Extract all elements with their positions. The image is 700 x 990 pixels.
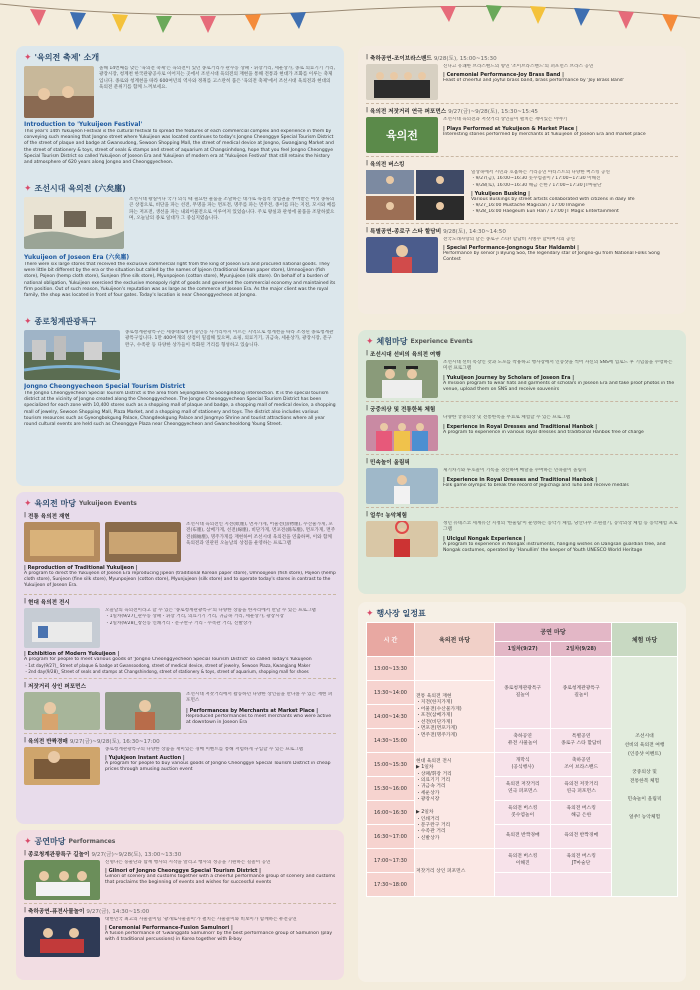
right-s3-b1: ・9/27(금), 16:00~16:30 콧수염놀이 / 17:00~17:30 이해진 bbox=[471, 176, 601, 182]
sched-day1-cell: 육의전 반짝경매 bbox=[495, 825, 551, 849]
right-s3-head: | 육의전 버스킹 bbox=[366, 160, 405, 168]
yuk-s2-b1: ・1일차(9/27)_관수동 상패・휘장 거리, 의료기기 거리, 귀금속 거리, 세운상가, 광장시장 bbox=[105, 614, 284, 620]
district-kr-text: 종로청계관광특구는 세종대로에서 숭인동 사거리까지 이르는 지역으로 청계천을 따라 조성된 종로청계관광특구입니다. 1만 400여개의 상점이 밀집해 있으며, 쇼핑, 의료기기, 귀금속, 세운상가, 광장시장, 문구완구, 수족관 등 다양한 상가들이 특화된 거리를 형성하고 있습니다. bbox=[125, 330, 334, 348]
exp-s1-head: | 조선시대 선비의 육의전 여행 bbox=[366, 350, 441, 358]
exp-s2-kr: 다양한 궁중의상 및 전통한복을 무료로 체험할 수 있는 프로그램 bbox=[443, 415, 571, 420]
divider bbox=[24, 733, 336, 734]
yuk-s3-head: | 저잣거리 상인 퍼포먼스 bbox=[24, 682, 86, 690]
sched-time: 16:00~16:30 bbox=[367, 801, 415, 825]
intro-kr-text: 올해 14번째를 맞는 '육의전 축제'는 육의전이 있던 종로거리가 관수동 상패・휘장거리, 세운상가, 종로 의료기기 거리, 광장시장, 청계천 한국관광공사로 이어지는 곳에서 조선시대 육의전의 재현을 통해 전통과 현대가 조화를 이루는 축제입니다. 종로와 청계천을 따라 600여년의 역사와 정취를 고스란히 품은 '육의전 축제'에서 조선시대 육의전과 현대의 육의전 분위기를 함께 느껴보세요. bbox=[99, 66, 336, 91]
pinwheel-icon: ✦ bbox=[366, 336, 374, 347]
sched-day1-cell: 축하공연 퓨전 사물놀이 bbox=[495, 729, 551, 753]
sched-day1-cell: 육의전 저잣거리 연극 퍼포먼스 bbox=[495, 777, 551, 801]
perf-s1-head: | 종로청계관광특구 길놀이 9/27(금)~9/28(토), 13:00~13:30 bbox=[24, 850, 182, 858]
exp-s4-kr: 정년 유네스코 세계유산 지정의 '한울림'이 운영하는 농악기 체험, 당산나무 소원걸기, 농악의상 체험 등 농악체험 프로그램 bbox=[443, 521, 678, 533]
right-s3-e2: ・9/28_16:00 Haegeum Eun Han / 17:00 JT Magic Entertainment bbox=[471, 209, 619, 215]
schedule-table bbox=[366, 622, 678, 897]
divider bbox=[24, 678, 336, 679]
exp-s3-photo bbox=[366, 468, 438, 504]
exp-s1-en: A mission program to wear hats and garments of scholars in Joseon Era and take proof photos in the venue, upload them on SNS and receive souvenirs bbox=[443, 380, 675, 392]
divider bbox=[366, 156, 678, 157]
exp-s2-head: | 궁중의상 및 전통한복 체험 bbox=[366, 405, 436, 413]
sched-yuk-merchant: 저잣거리 상인 퍼포먼스 bbox=[415, 849, 495, 897]
joseon-en-text: There were six large stores that received the exclusive commercial right from the king of Joseon Era and procured national goods. They were little bit different by the era or the situation but called by the names of Ipjeon (traditional Korean paper store), Umnoojjeon (fish store), Pojeon (hemp cloth store), Sunjeon (fine silk store), Myunpojeon (cotton store), Myunjujeon (silk store). On behalf of a burden of national obligation, Yukuijeon exercised the exclusive monopoly right of goods and governed the commercial economy and maintained its firm position. Out of such reason, Yukuijeon's reputation was as large as the commerce of Joseon Era. As the major client was the royal family, the shop was located in front of four gates. Today's location is near Cheonggyecheon at Jongno. bbox=[24, 262, 336, 299]
right-s3-b2: ・9/28(토), 16:00~16:30 해금 은한 / 17:00~17:30 JT마술단 bbox=[471, 182, 602, 188]
sched-time: 13:00~13:30 bbox=[367, 657, 415, 681]
yuk-s3-bold: | Performances by Merchants at Market Place | bbox=[186, 707, 319, 714]
sched-day2-cell: 육의전 반짝경매 bbox=[551, 825, 612, 849]
busking-photos bbox=[366, 170, 466, 220]
sched-day2-cell: 종로청계관광특구 길놀이 bbox=[551, 657, 612, 729]
district-photo bbox=[24, 330, 120, 380]
perf-s2-bold: | Ceremonial Performance-Fusion Samulnori | bbox=[105, 925, 233, 932]
exp-title: ✦ 체험마당 Experience Events bbox=[366, 336, 473, 347]
busking-photo bbox=[416, 170, 464, 194]
sched-day2-cell: 축하공연 조이 브라스밴드 bbox=[551, 753, 612, 777]
divider bbox=[366, 401, 678, 402]
exp-s2-bold: | Experience in Royal Dresses and Traditional Hanbok | bbox=[443, 424, 598, 431]
pinwheel-icon: ✦ bbox=[24, 52, 32, 63]
sched-yuk-empty bbox=[415, 657, 495, 681]
district-title: ✦ 종로청계관광특구 bbox=[24, 316, 97, 327]
yuk-s2-e2: ・2nd day(9/28)_ Street of seals and stamps at Changshindong, street of stationery & toys, street of aquarium, shopping mall for shoes bbox=[24, 669, 309, 674]
exp-s3-kr: 제기차기와 투호놀이 기록을 경신하며 메달을 수여하는 민속놀이 올림픽 bbox=[443, 468, 587, 473]
divider bbox=[366, 223, 678, 224]
sched-time: 14:00~14:30 bbox=[367, 705, 415, 729]
perf-s1-kr: 신명나는 풍물단과 함께 행사의 시작을 알리고 행사의 성공을 기원하는 길놀이 공연 bbox=[105, 860, 271, 865]
sched-h-day1: 1일차(9/27) bbox=[495, 641, 551, 656]
yuk-title: ✦ 육의전 마당 Yukuijeon Events bbox=[24, 498, 137, 509]
yuk-s4-kr: 종로청계관광특구의 다양한 상품을 재미있는 경매 이벤트를 통해 저렴하게 구입할 수 있는 프로그램 bbox=[105, 747, 304, 752]
sched-h-yuk: 육의전 마당 bbox=[415, 623, 495, 657]
busking-photo bbox=[416, 196, 464, 220]
right-s4-head: | 특별공연-종로구 스타 할담비 9/28(토), 14:30~14:50 bbox=[366, 227, 506, 235]
yuk-s3-kr: 조선시대 저잣거리에서 활동하던 다양한 상인들을 만나볼 수 있는 재현 퍼포먼스 bbox=[186, 692, 333, 704]
yuk-s3-photo-b bbox=[105, 692, 181, 730]
joseon-painting bbox=[24, 197, 124, 249]
yuk-s1-photo-a bbox=[24, 522, 100, 562]
yuk-s4-en: A program for people to buy various goods of Jongno Cheonggye Special Tourism District in cheap prices through amusing auction event bbox=[105, 761, 331, 773]
exp-s1-kr: 조선시대 선비 복장인 갓과 도포를 착용하고 행사장에서 인증샷을 찍어 자신의 SNS에 업로드 후 기념품을 수령하는 미션 프로그램 bbox=[443, 360, 673, 372]
perf-s1-en: Gilnori of scenery and customs together with a cheerful performance group of scenery and customs that proclaims the beginning of events and wishes for successful events bbox=[105, 874, 336, 886]
svg-text:육의전: 육의전 bbox=[386, 129, 418, 142]
right-s3-e1: ・9/27_16:00 Mustache Magician / 17:00 Imagine bbox=[471, 203, 585, 209]
exp-s4-en: A program to experience in Nongak instruments, hanging wishes on Dangsan guardian tree, and Nongak costumes, operated by 'Hanullim' the keeper of Youth UNESCO World Heritage bbox=[443, 541, 666, 553]
performances-continued-panel bbox=[358, 46, 686, 314]
schedule-panel bbox=[358, 602, 686, 982]
right-s1-en: Feast of cheerful and joyful brass band, brass performance by 'Joy Brass Band' bbox=[443, 78, 624, 84]
right-s1-bold: | Ceremonial Performance-Joy Brass Band | bbox=[443, 72, 564, 79]
busking-photo bbox=[366, 196, 414, 220]
intro-en-title: Introduction to 'Yukuijeon Festival' bbox=[24, 121, 143, 128]
sched-day2-cell: 특별공연 종로구 스타 할담비 bbox=[551, 729, 612, 753]
exp-s3-head: | 민속놀이 올림픽 bbox=[366, 458, 410, 466]
sched-time: 16:30~17:00 bbox=[367, 825, 415, 849]
right-s3-en: Various Buskings by street artists collaborated with citizens in daily life bbox=[471, 197, 635, 203]
yuk-s1-en: A program to direct the Yukuijeon of Joseon Era reproducing Jipeon (traditional Korean paper store), Umnoojjeon (fish store), Pojeon (hemp cloth store), Sunjeon (fine silk store), Myunpojeon (cotton store), Myunjujeon (silk store) and to operate today's stores in contrast to the Yukuijeon of Joseon Era. bbox=[24, 571, 336, 589]
perf-s1-bold: | Gilnori of Jongno Cheonggye Special Tourism District | bbox=[105, 868, 261, 875]
right-s4-en: Performance by senior Ji Byung Soo, the legendary star of Jongno-gu from National Folks Song Contest bbox=[443, 251, 660, 263]
perf-s2-kr: 대한민국 최고의 사물놀이팀 '광개토사물놀이'가 펼치는 사물놀이와 비보이가 함께하는 퓨전공연 bbox=[105, 917, 297, 922]
sched-day1-cell: 육의전 버스킹 이해진 bbox=[495, 849, 551, 873]
pinwheel-icon: ✦ bbox=[366, 608, 374, 619]
performances-panel bbox=[16, 830, 344, 980]
exp-s2-en: A program to experience in various royal dresses and traditional Hanbok free of charge bbox=[443, 430, 644, 436]
yukuijeon-events-panel bbox=[16, 492, 344, 824]
divider bbox=[366, 103, 678, 104]
right-s3-kr: 일상속에서 시민과 호흡하는 거리공연 아티스트의 다양한 버스킹 공연 bbox=[471, 170, 610, 175]
divider bbox=[366, 454, 678, 455]
intro-photo bbox=[24, 66, 94, 118]
yuk-s2-e1: ・1st day(9/27)_ Street of plaque & badge at Gwansoodong, street of medical device, street of jewelry, Sewoon Plaza, Kwangjang Maker bbox=[24, 663, 311, 668]
right-s1-head: | 축하공연-조이브라스밴드 9/28(토), 15:00~15:30 bbox=[366, 54, 497, 62]
right-s4-kr: 전국노래자랑의 날은 종로구 스타! 할담비 지병수 할아버지의 공연 bbox=[443, 237, 575, 242]
sched-yuk-modern: 현대 육의전 전시 ▶ 1일차 ・상패/휘장 거리 ・의료기기 거리 ・귀금속 거리 ・세운상가 ・광장시장 ▶ 2일차 ・인쇄거리 ・문구완구 거리 ・수족관 거리 ・신발상가 bbox=[415, 753, 495, 849]
pinwheel-icon: ✦ bbox=[24, 498, 32, 509]
sched-day2-cell: 육의전 저잣거리 연극 퍼포먼스 bbox=[551, 777, 612, 801]
sched-yuk-traditional: 전통 육의전 재현 ・지전(한지가게) ・어물전(수산물가게) ・포전(삼베가게) ・선전(비단가게) ・면포전(면포가게) ・면주전(명주가게) bbox=[415, 681, 495, 753]
divider bbox=[24, 594, 336, 595]
joseon-kr-text: 조선시대 왕실이나 국가 의식 때 필요한 물품을 조달하는 대가로 독점적 상업권을 부여받은 여섯 종류의 큰 상점으로, 비단을 파는 선전, 무명을 파는 면포전, 명주를 파는 면주전, 종이를 파는 지전, 모시와 베를 파는 저포전, 생선을 파는 내외어물전으로 이루어져 있었습니다. 주로 왕실과 관청에 물품을 조달하였으며, 오늘날의 종로 일대가 그 중심지였습니다. bbox=[129, 197, 336, 222]
table-row bbox=[367, 657, 678, 681]
sched-h-exp: 체험 마당 bbox=[612, 623, 678, 657]
joseon-en-title: Yukuijeon of Joseon Era (六矣廛) bbox=[24, 254, 130, 261]
sched-time: 17:00~17:30 bbox=[367, 849, 415, 873]
intro-en-text: This year's 14th Yukuijeon Festival is the cultural festival to spread the features of each commercial complex and experience in them by conveying such meaning that Jongno street where Yukuijeon was located continues to today's Jongno Cheonggye Special Tourism District of the street of plaque and badge at Gwansudong, Sewoon Shopping Mall, the street of medical device at Jongno, Gwangjang Market and the street of stationery & toys, street of seals & stamps and street of aquarium at Changsinhdong, hope that you feel Jongno Cheonggye Special Tourism District so called Yukuijeon of Joseon Era and Yukuijeon of modern era at 'Yukuijeon Festival' that still retains the history and atmosphere of 620 years along Jongno and Cheonggyecheon. bbox=[24, 129, 334, 166]
divider bbox=[366, 507, 678, 508]
yuk-s1-photo-b bbox=[105, 522, 181, 562]
perf-s2-en: A fusion performance of 'Gwanggato Samulnori' by the best performance group of Samulnori (play with 4 traditional percussions) in Korea together with B-boy bbox=[105, 931, 333, 943]
yuk-s2-head: | 현대 육의전 전시 bbox=[24, 598, 70, 606]
joseon-title: ✦ 조선시대 육의전 (六矣廛) bbox=[24, 183, 126, 194]
district-en-text: The Jongno Cheongyecheon Special Tourism District is the area from Sejongdaero to Soongindong intersection. It is the special tourism district at the vicinity of Jongno created along the Cheonggyecheon. The Jongno Cheonggyecheon Special Tourism District has been specialized for each zone with 10,400 stores such as a shopping mall of plaque and badge, a shopping mall of medical device, a shopping mall of jewelry, Sewoon Shopping Mall, Plaza Market, and a shopping mall of stationery and toys. The district also includes various tourism resources such as Gyeongbokgung Palace, Changdeokgung Palace and Jongmyo Shrine and tourist attractions where all year round cultural events are held such as Cheonggye Plaza near Cheonggyecheon and Gwancheoldong Young Street. bbox=[24, 391, 336, 428]
right-s2-head: | 육의전 저잣거리 연극 퍼포먼스 9/27(금)~9/28(토), 15:30~15:45 bbox=[366, 107, 538, 115]
yuk-s2-en: A program for people to meet various goods of 'Jongno Cheonggyecheon Special Tourism District' so called Today's Yukuijeon bbox=[24, 657, 312, 662]
perf-s1-photo bbox=[24, 860, 100, 900]
right-s2-en: Interesting stories performed by merchants at Yukuijeon of Joseon Era and market place bbox=[443, 132, 646, 138]
right-s4-photo bbox=[366, 237, 438, 273]
sched-day2-cell: 육의전 버스킹 해금 은한 bbox=[551, 801, 612, 825]
yuk-s2-b2: ・2일차(9/28)_창신동 인쇄거리・문구완구 거리・수족관 거리, 신발상가 bbox=[105, 620, 252, 626]
yuk-s1-kr: 조선시대 육의전인 지전(紙廛), 면자가게, 어물전(魚物廛), 수산물가게, 포전(布廛), 삼베가게, 선전(線廛), 비단가게, 면포전(綿布廛), 면포가게, 면주전(綿紬廛), 명주가게를 재현하여 조선시대 육의전을 연출하며, 이와 함께 육의전과 연관된 오늘날의 상점을 운영하는 프로그램 bbox=[186, 522, 336, 547]
right-s3-bold: | Yukuijeon Busking | bbox=[471, 191, 530, 198]
right-s2-poster bbox=[366, 117, 438, 153]
right-s4-bold: | Special Performance-Jongnogu Star Haldambi | bbox=[443, 245, 580, 252]
yuk-s3-photo-a bbox=[24, 692, 100, 730]
yuk-s2-bold: | Exhibition of Modern Yukuijeon | bbox=[24, 651, 120, 657]
right-s2-kr: 조선시대 육의전과 저잣거리 상인들이 펼치는 재미있는 이야기 bbox=[443, 117, 568, 122]
yuk-s4-photo bbox=[24, 747, 100, 785]
busking-photo bbox=[366, 170, 414, 194]
bunting-decoration bbox=[0, 0, 700, 40]
exp-s4-photo bbox=[366, 521, 438, 557]
sched-day1-cell: 육의전 버스킹 콧수염놀이 bbox=[495, 801, 551, 825]
sched-day1-cell: 개막식 (공식행사) bbox=[495, 753, 551, 777]
intro-title: ✦ '육의전 축제' 소개 bbox=[24, 52, 100, 63]
yuk-s1-bold: | Reproduction of Traditional Yukuijeon | bbox=[24, 565, 138, 571]
exp-s4-head: | 얼쑤! 농악체험 bbox=[366, 511, 407, 519]
exp-s3-en: Folk game olympic to break the record of Jegichagi and Tuho and receive medals bbox=[443, 483, 629, 489]
yuk-s4-head: | 육의전 반짝경매 9/27(금)~9/28(토), 16:30~17:00 bbox=[24, 737, 160, 745]
sched-time: 14:30~15:00 bbox=[367, 729, 415, 753]
district-en-title: Jongno Cheongyecheon Special Tourism District bbox=[24, 383, 186, 390]
pinwheel-icon: ✦ bbox=[24, 183, 32, 194]
sched-time: 15:00~15:30 bbox=[367, 753, 415, 777]
perf-s2-head: | 축하공연-퓨전사물놀이 9/27(금), 14:30~15:00 bbox=[24, 907, 150, 915]
sched-time: 17:30~18:00 bbox=[367, 873, 415, 897]
perf-title: ✦ 공연마당 Performances bbox=[24, 836, 116, 847]
sched-h-perf: 공연 마당 bbox=[495, 623, 612, 642]
sched-day2-cell: 육의전 버스킹 JT마술단 bbox=[551, 849, 612, 873]
sched-title: ✦ 행사장 일정표 bbox=[366, 608, 426, 619]
exp-s3-bold: | Experience in Royal Dresses and Traditional Hanbok | bbox=[443, 477, 598, 484]
experience-events-panel bbox=[358, 330, 686, 594]
sched-exp-col: 조선시대 선비의 육의전 여행 (인증샷 이벤트) 궁중의상 및 전통한복 체험 민속놀이 올림픽 얼쑤! 농악체험 bbox=[612, 657, 678, 897]
exp-s2-photo bbox=[366, 415, 438, 451]
exp-s1-bold: | Yukuijeon Journey by Scholars of Joseon Era | bbox=[443, 374, 575, 381]
yuk-s1-head: | 전통 육의전 재현 bbox=[24, 512, 70, 520]
yuk-s2-kr: 오늘날의 육의전이라고 할 수 있는 '종로청계관광특구'의 다양한 상품을 한자리에서 만날 수 있는 프로그램 bbox=[105, 608, 316, 613]
sched-day1-cell: 종로청계관광특구 길놀이 bbox=[495, 657, 551, 729]
sched-h-time: 시 간 bbox=[367, 623, 415, 657]
divider bbox=[24, 903, 336, 904]
sched-day1-cell bbox=[495, 873, 551, 897]
yuk-s2-photo bbox=[24, 608, 100, 648]
perf-s2-photo bbox=[24, 917, 100, 957]
sched-h-day2: 2일차(9/28) bbox=[551, 641, 612, 656]
right-s1-photo bbox=[366, 64, 438, 100]
exp-s1-photo bbox=[366, 360, 438, 398]
sched-time: 15:30~16:00 bbox=[367, 777, 415, 801]
pinwheel-icon: ✦ bbox=[24, 316, 32, 327]
pinwheel-icon: ✦ bbox=[24, 836, 32, 847]
intro-panel bbox=[16, 46, 344, 486]
exp-s4-bold: | Ulcigul Nongak Experience | bbox=[443, 535, 526, 542]
sched-day2-cell bbox=[551, 873, 612, 897]
right-s2-bold: | Plays Performed at Yukuijeon & Market Place | bbox=[443, 126, 578, 133]
sched-time: 13:30~14:00 bbox=[367, 681, 415, 705]
yuk-s4-bold: | Yujukjeon Instant Auction | bbox=[105, 755, 185, 762]
yuk-s3-en: Reproduced performances to meet merchants who were active at downtown in Joseon Era bbox=[186, 713, 332, 725]
right-s1-kr: 신나고 유쾌한 브라스밴드의 향연 '조이브라스밴드'의 퍼포먼스 브라스 공연 bbox=[443, 64, 594, 69]
